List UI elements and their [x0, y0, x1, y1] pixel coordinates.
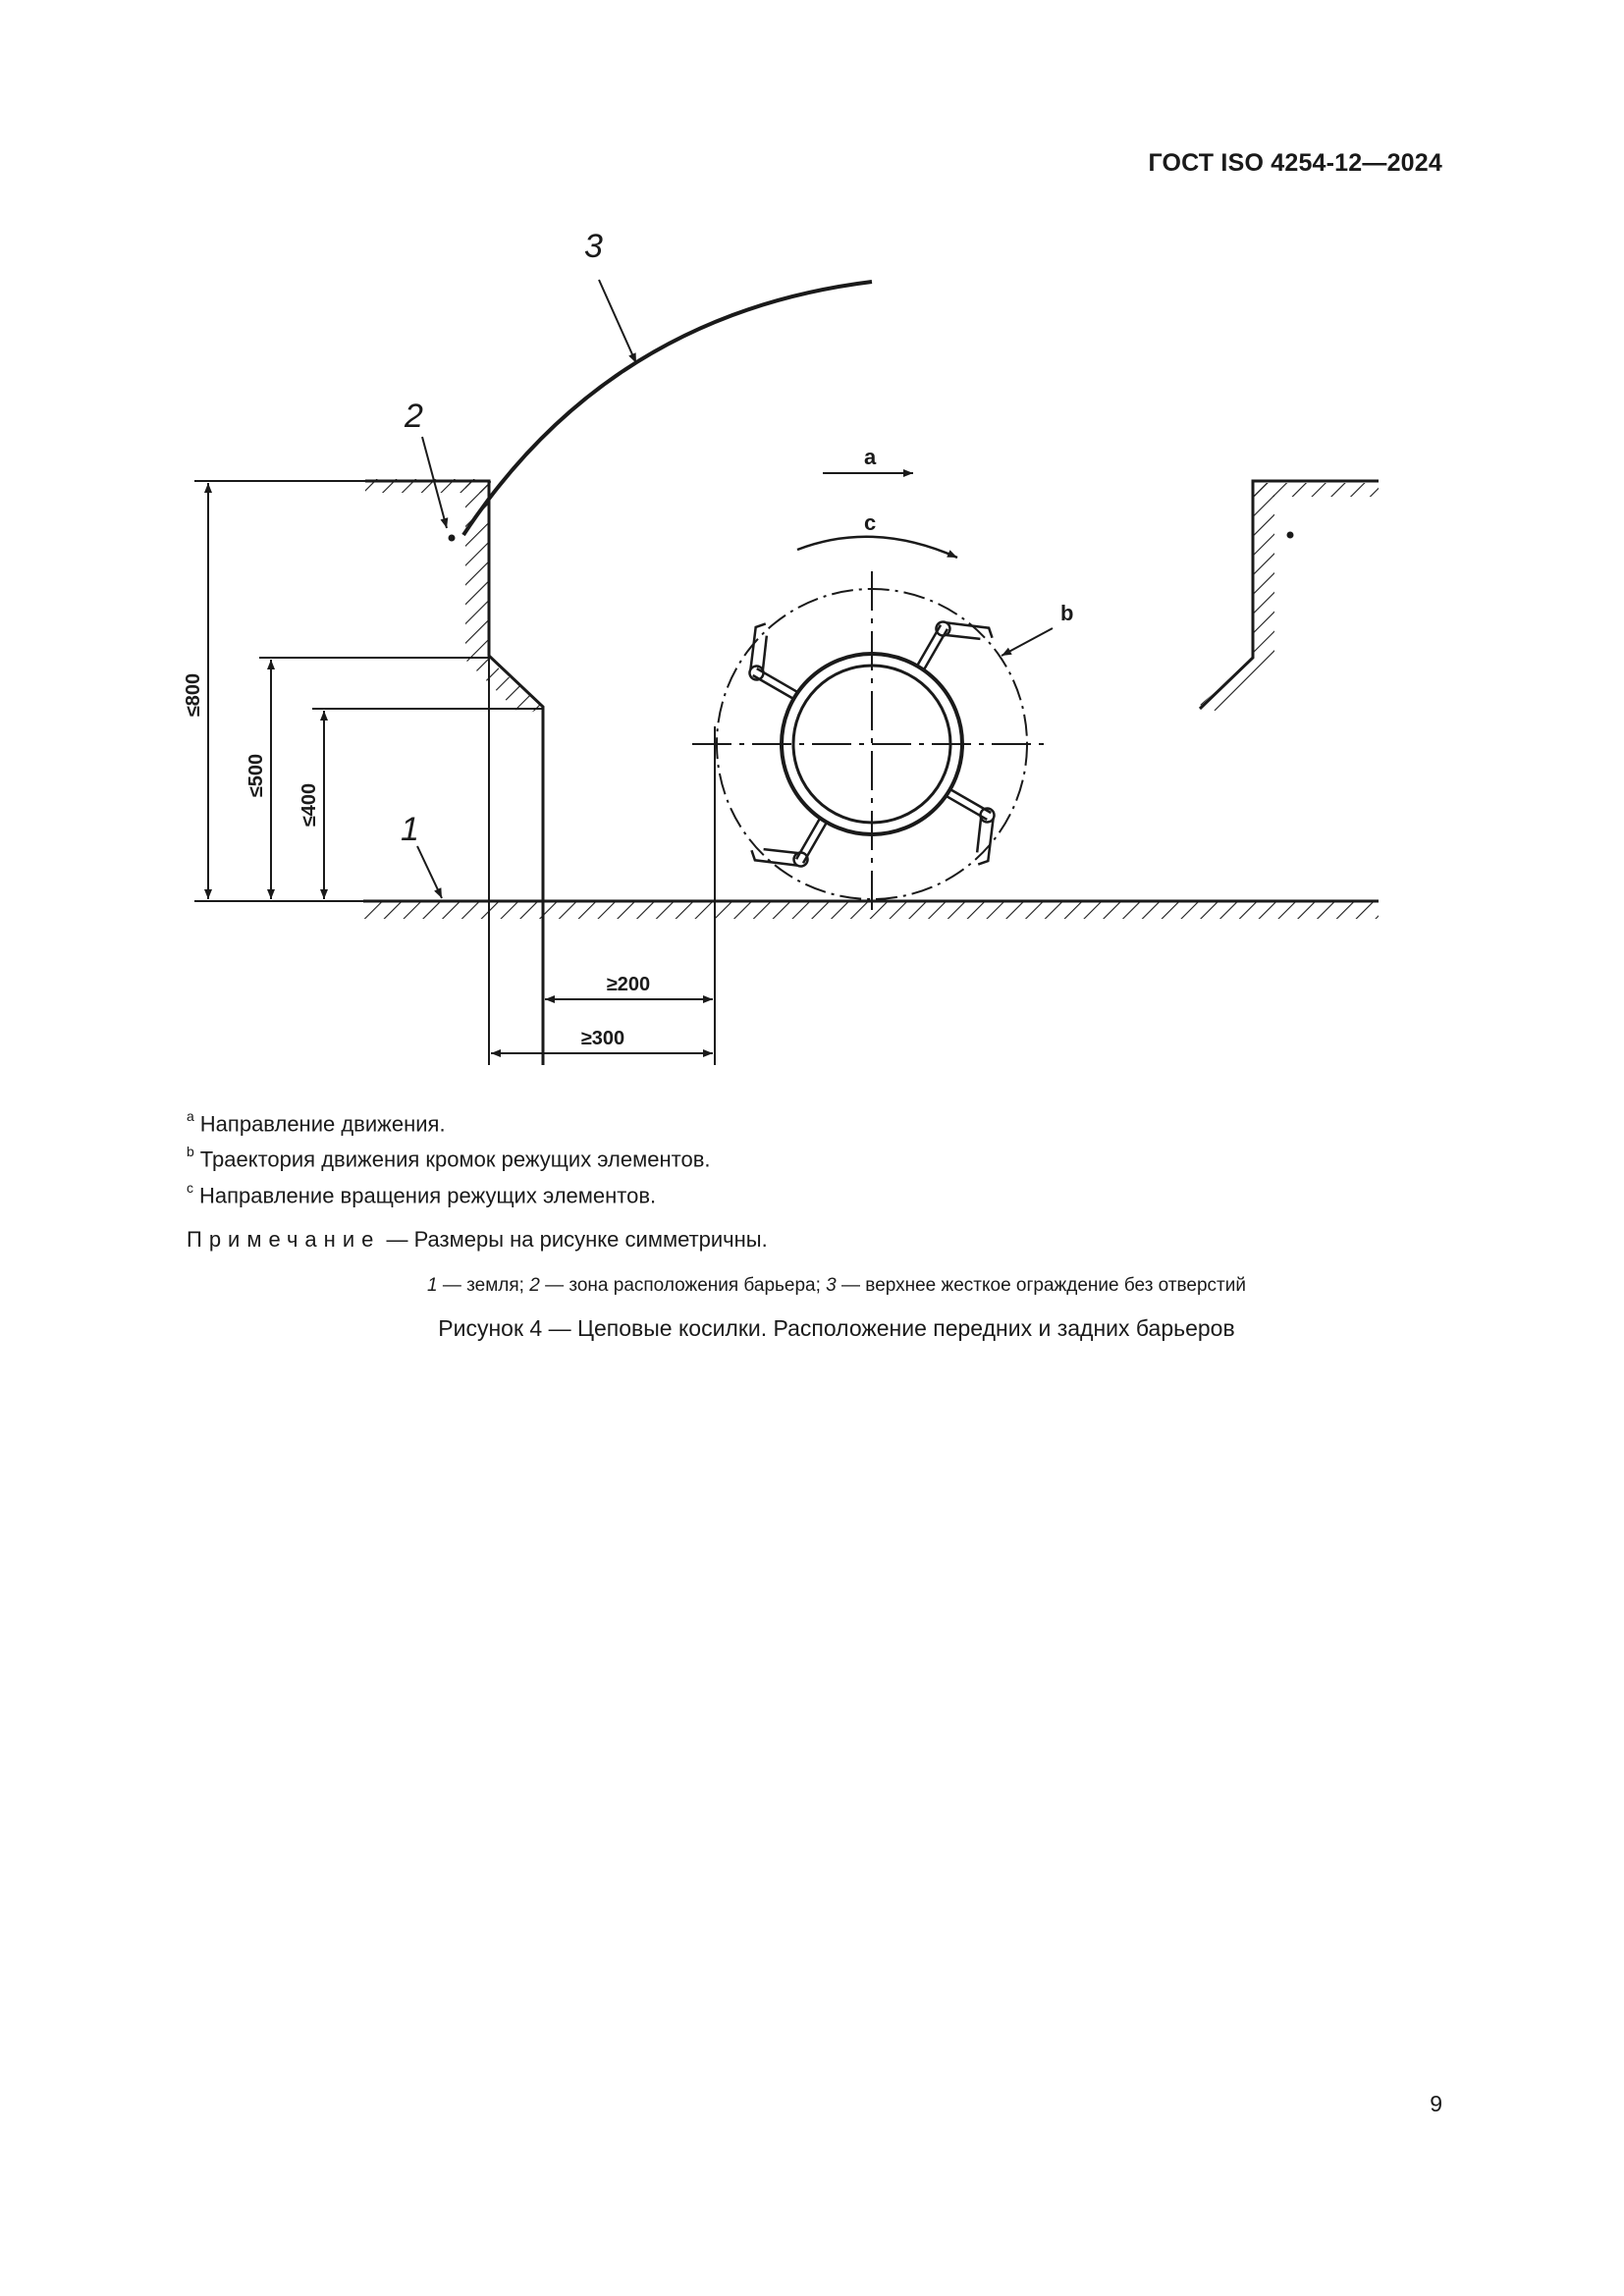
dim-800: ≤800 — [183, 672, 204, 718]
document-header: ГОСТ ISO 4254-12—2024 — [1148, 149, 1442, 177]
dim-300: ≥300 — [580, 1028, 625, 1049]
dim-500: ≤500 — [245, 753, 267, 798]
footnote-c: $^c$ Направление вращения режущих элементов. — [187, 1179, 657, 1207]
upper-guard-arc — [463, 282, 872, 535]
label-1: 1 — [401, 811, 419, 848]
footnote-a: $^a$ Направление движения. — [187, 1108, 446, 1137]
figure-drawing — [0, 0, 1624, 1090]
label-b: b — [1060, 601, 1074, 625]
label-2: 2 — [405, 398, 423, 435]
right-barrier-wall — [1200, 481, 1379, 712]
label-3: 3 — [584, 228, 603, 265]
dim-400: ≤400 — [298, 782, 320, 828]
figure-legend: 1 — земля; 2 — зона расположения барьера; 3 — верхнее жесткое ограждение без отверстий — [427, 1275, 1246, 1296]
left-barrier-wall — [365, 479, 543, 1065]
remark-text: Размеры на рисунке симметричны. — [413, 1227, 768, 1252]
note-remark — [187, 1227, 768, 1253]
label-a: a — [864, 445, 877, 469]
footnote-b: $^b$ Траектория движения кромок режущих элементов. — [187, 1144, 711, 1172]
page-number: 9 — [1430, 2091, 1442, 2116]
dim-200: ≥200 — [606, 974, 651, 995]
footnotes — [187, 1103, 711, 1210]
label-c: c — [864, 510, 877, 535]
barrier-zone-dot — [449, 535, 456, 542]
flail-rotor — [692, 571, 1051, 918]
remark-label: Примечание — [187, 1227, 381, 1252]
remark-dash: — — [386, 1227, 408, 1252]
figure-caption: Рисунок 4 — Цеповые косилки. Расположение передних и задних барьеров — [438, 1315, 1235, 1341]
